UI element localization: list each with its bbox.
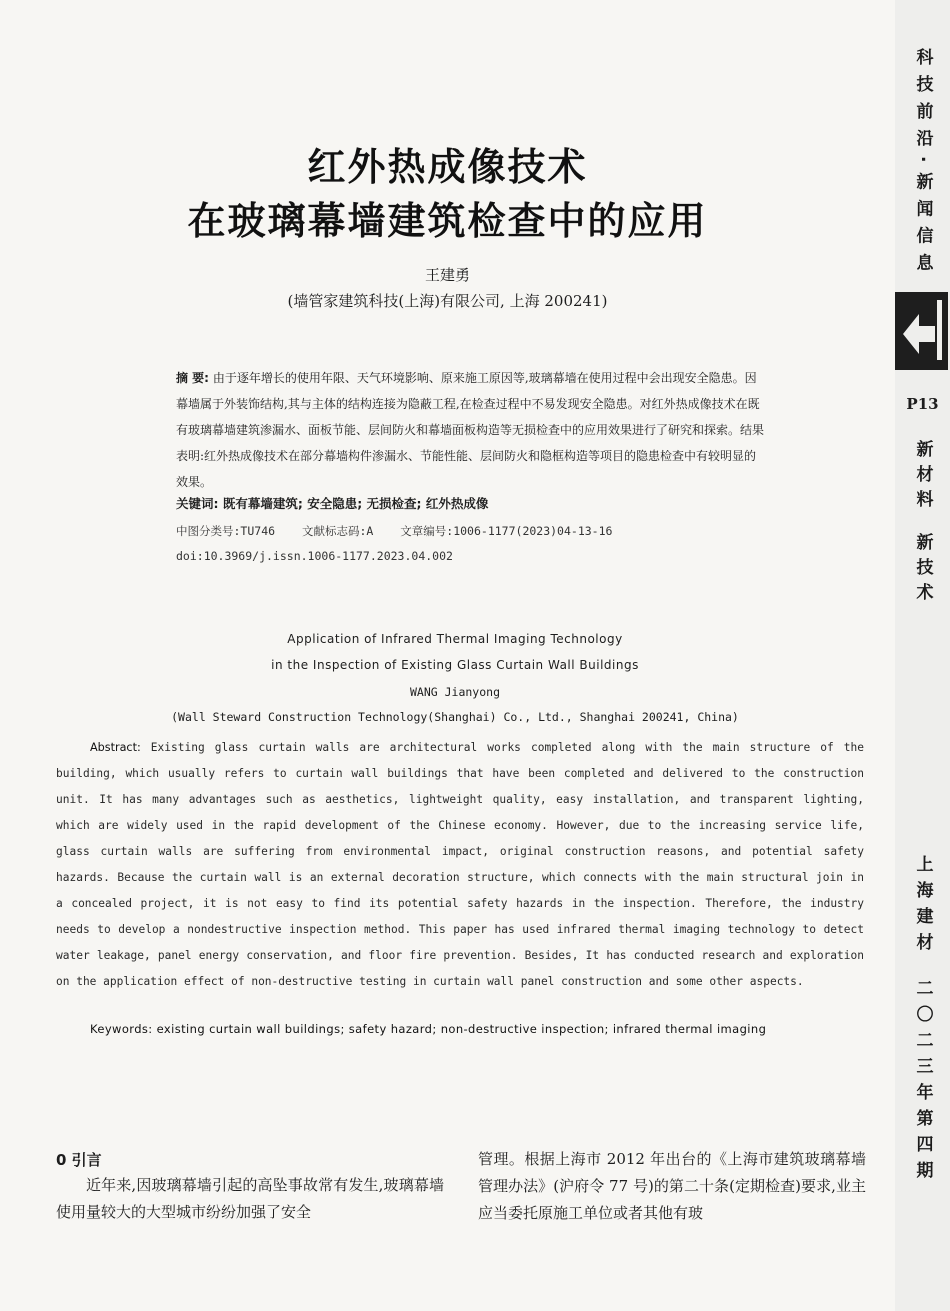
english-author: WANG Jianyong (409, 685, 500, 699)
keywords-cn-text: 既有幕墙建筑; 安全隐患; 无损检查; 红外热成像 (222, 496, 489, 511)
affiliation: (墙管家建筑科技(上海)有限公司, 上海 200241) (287, 292, 608, 310)
abstract-en (56, 735, 864, 995)
english-title-line-2: in the Inspection of Existing Glass Curtain Wall Buildings (271, 658, 639, 672)
english-title-line-1: Application of Infrared Thermal Imaging Technology (287, 632, 623, 646)
sidebar-mid-2: 新技术 (912, 533, 933, 608)
body-right-column: 管理。根据上海市 2012 年出台的《上海市建筑玻璃幕墙管理办法》(沪府令 77 号)的第二十条(定期检查)要求,业主应当委托原施工单位或者其他有玻 (478, 1150, 866, 1222)
author: 王建勇 (424, 266, 470, 284)
clc-number: 中图分类号:TU746 (176, 524, 276, 538)
title-line-2: 在玻璃幕墙建筑检查中的应用 (187, 199, 708, 243)
keywords-en (90, 1022, 880, 1036)
sidebar-journal (895, 855, 950, 1187)
abstract-en-text: Existing glass curtain walls are architectural works completed along with the main structure of the building, which usually refers to curtain wall buildings that have been completed and delivered to the construction unit. It has many advantages such as aesthetics, lightweight quality, easy installation, and transparent lighting, which are widely used in the rapid development of the Chinese economy. However, due to the increasing service life, glass curtain walls are suffering from environmental impact, original construction reasons, and potential safety hazards. Because the curtain wall is an external decoration structure, which connects with the main structural join in a concealed project, it is not easy to find its potential safety hazards in the inspection. Therefore, the industry needs to develop a nondestructive inspection method. This paper has used infrared thermal imaging technology to detect water leakage, panel energy conservation, and floor fire prevention. Besides, It has conducted research and exploration on the application effect of non-destructive testing in curtain wall panel construction and some other aspects. (56, 741, 864, 988)
sidebar-mid-1: 新材料 (912, 440, 933, 515)
sidebar-section-labels (895, 440, 950, 608)
doi: doi:10.3969/j.issn.1006-1177.2023.04.002 (176, 549, 453, 563)
keywords-en-label: Keywords: (90, 1022, 153, 1036)
body-left-column: 近年来,因玻璃幕墙引起的高坠事故常有发生,玻璃幕墙使用量较大的大型城市纷纷加强了安全 (56, 1176, 444, 1221)
sidebar-journal-name: 上海建材 (912, 855, 933, 959)
keywords-cn (176, 494, 488, 512)
page-number: P13 (906, 395, 939, 413)
article-number: 文章编号:1006-1177(2023)04-13-16 (400, 524, 613, 538)
keywords-cn-label: 关键词: (176, 496, 219, 511)
sidebar-top-text: 科技前沿·新闻信息 (912, 48, 933, 281)
english-affiliation: (Wall Steward Construction Technology(Shanghai) Co., Ltd., Shanghai 200241, China) (171, 710, 739, 724)
arrow-icon (895, 292, 948, 370)
abstract-cn-label: 摘 要: (176, 371, 209, 385)
abstract-en-label: Abstract: (90, 741, 141, 754)
keywords-en-text: existing curtain wall buildings; safety hazard; non-destructive inspection; infrared thermal imaging (156, 1022, 767, 1036)
sidebar (895, 0, 950, 1311)
section-heading: 0 引言 (56, 1151, 102, 1169)
title-line-1: 红外热成像技术 (307, 145, 588, 189)
doc-code: 文献标志码:A (301, 524, 374, 538)
classification-line (176, 523, 632, 539)
abstract-cn (176, 365, 766, 495)
sidebar-year-issue: 二〇二三年第四期 (912, 979, 933, 1187)
sidebar-column-label (895, 48, 950, 280)
abstract-cn-text: 由于逐年增长的使用年限、天气环境影响、原来施工原因等,玻璃幕墙在使用过程中会出现安全隐患。因幕墙属于外装饰结构,其与主体的结构连接为隐蔽工程,在检查过程中不易发现安全隐患。对红外热成像技术在既有玻璃幕墙建筑渗漏水、面板节能、层间防火和幕墙面板构造等无损检查中的应用效果进行了研究和探索。结果表明:红外热成像技术在部分幕墙构件渗漏水、节能性能、层间防火和隐框构造等项目的隐患检查中有较明显的效果。 (176, 371, 765, 489)
